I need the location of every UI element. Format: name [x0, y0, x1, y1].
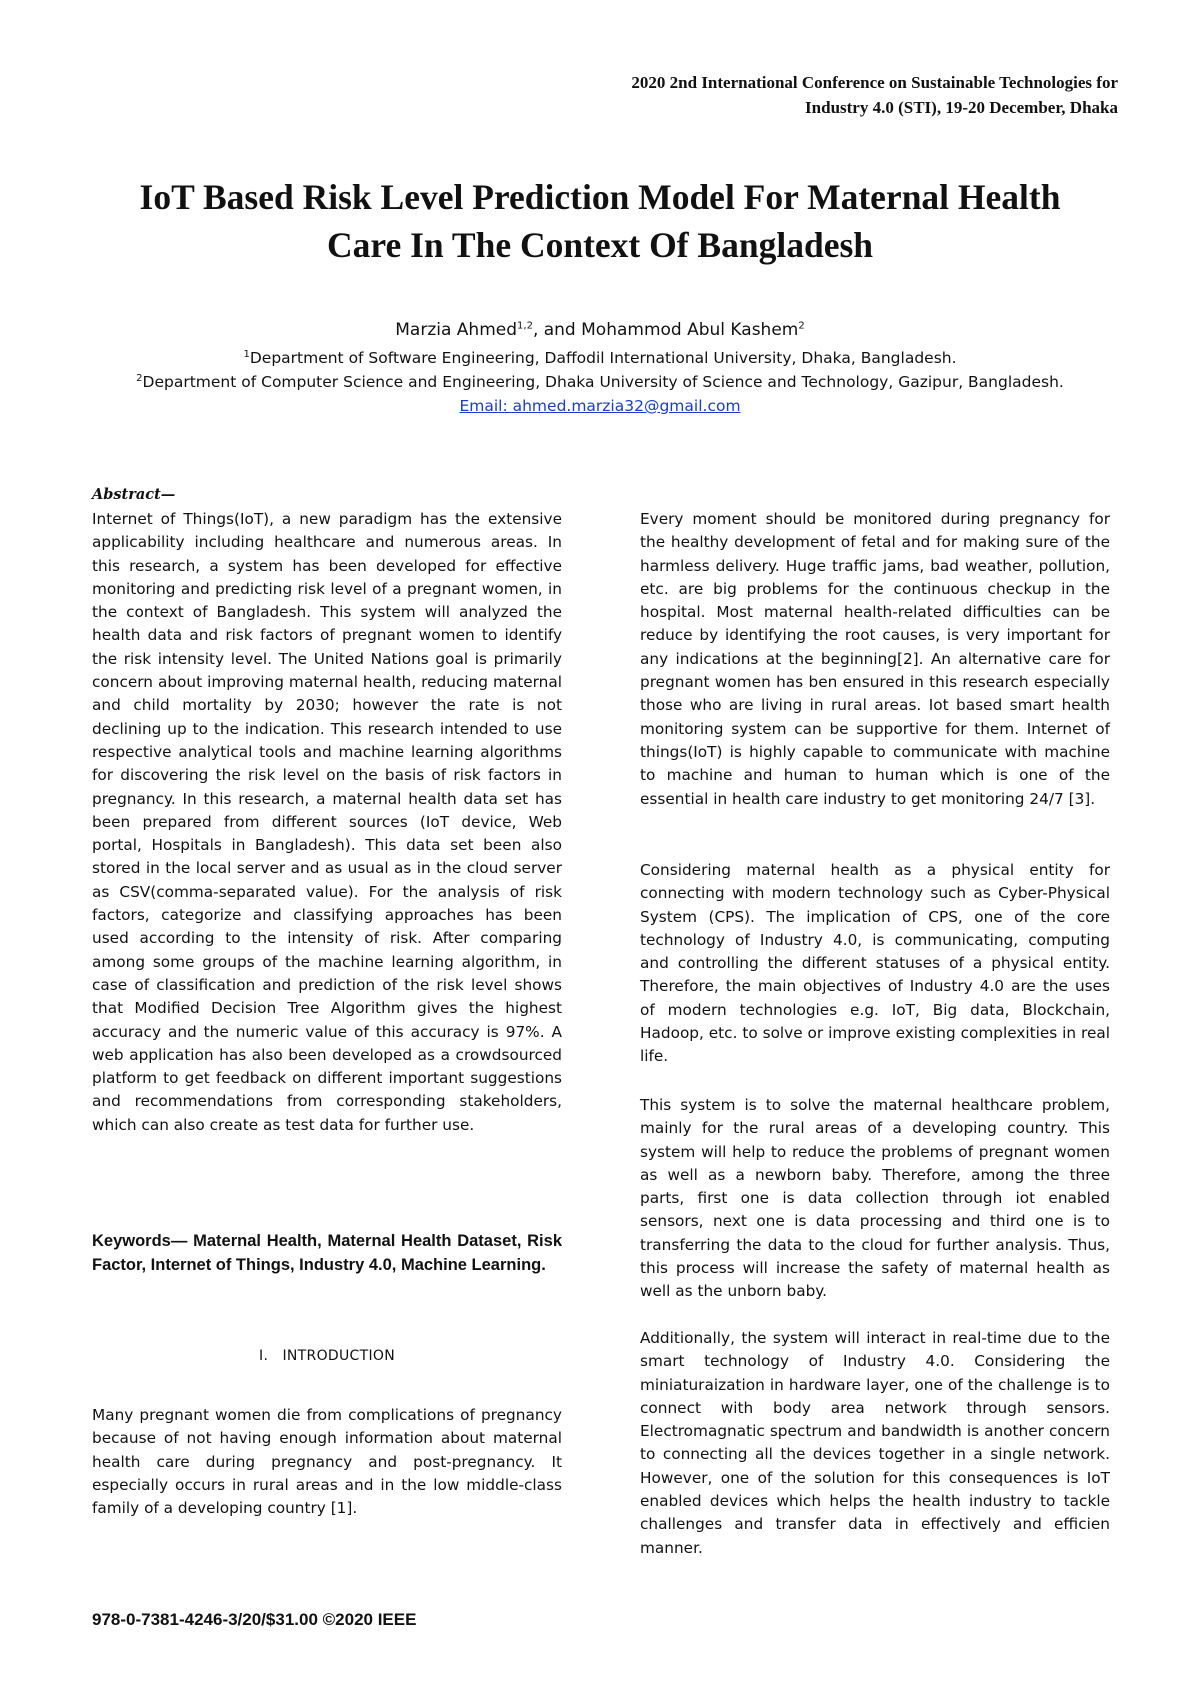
intro-paragraph-1 — [92, 1404, 562, 1520]
affiliation-1-text: Department of Software Engineering, Daffodil International University, Dhaka, Bangladesh. — [249, 349, 957, 367]
section-number: I. — [259, 1348, 269, 1364]
conference-header — [418, 70, 1118, 120]
author-connector: , and Mohammod Abul Kashem — [532, 320, 799, 340]
abstract-text: Internet of Things(IoT), a new paradigm has the extensive applicability including healthcare and numerous areas. In this research, a system has been developed for effective monitoring and predicting risk level of a pregnant women, in the context of Bangladesh. This system will analyzed the health data and risk factors of pregnant women to identify the risk intensity level. The United Nations goal is primarily concern about improving maternal health, reducing maternal and child mortality by 2030; however the rate is not declining up to the indication. This research intended to use respective analytical tools and machine learning algorithms for discovering the risk level on the basis of risk factors in pregnancy. In this research, a maternal health data set has been prepared from different sources (IoT device, Web portal, Hospitals in Bangladesh). This data set been also stored in the local server and as usual as in the cloud server as CSV(comma-separated value). For the analysis of risk factors, categorize and classifying approaches has been used according to the intensity of risk. After comparing among some groups of the machine learning algorithm, in case of classification and prediction of the risk level shows that Modified Decision Tree Algorithm gives the highest accuracy and the numeric value of this accuracy is 97%. A web application has also been developed as a crowdsourced platform to get feedback on different important suggestions and recommendations from corresponding stakeholders, which can also create as test data for further use. — [92, 510, 562, 1134]
paragraph-text: Considering maternal health as a physical entity for connecting with modern technology such as Cyber-Physical System (CPS). The implication of CPS, one of the core technology of Industry 4.0, is communicating, computing and controlling the different statuses of a physical entity. Therefore, the main objectives of Industry 4.0 are the uses of modern technologies e.g. IoT, Big data, Blockchain, Hadoop, etc. to solve or improve existing complexities in real life. — [640, 861, 1110, 1066]
email-link[interactable]: Email: ahmed.marzia32@gmail.com — [459, 397, 741, 415]
author-1: Marzia Ahmed — [395, 320, 518, 340]
email-line — [100, 397, 1100, 415]
affiliation-2-text: Department of Computer Science and Engineering, Dhaka University of Science and Technology, Gazipur, Bangladesh. — [142, 373, 1064, 391]
affiliation-2 — [60, 373, 1140, 391]
paper-title — [100, 173, 1100, 269]
affiliation-1 — [60, 349, 1140, 367]
affiliation-2-marker: 2 — [136, 372, 143, 384]
author-list — [100, 320, 1100, 340]
intro-paragraph-5 — [640, 1327, 1110, 1560]
keywords: Keywords— Maternal Health, Maternal Health Dataset, Risk Factor, Internet of Things, Industry 4.0, Machine Learning. — [92, 1232, 562, 1274]
conference-line-1: 2020 2nd International Conference on Sustainable Technologies for — [631, 73, 1118, 92]
title-line-2: Care In The Context Of Bangladesh — [326, 225, 874, 265]
paragraph-text: Additionally, the system will interact in real-time due to the smart technology of Industry 4.0. Considering the miniaturaization in hardware layer, one of the challenge is to connect with body area network through sensors. Electromagnatic spectrum and bandwidth is another concern to connecting all the devices together in a single network. However, one of the solution for this consequences is IoT enabled devices which helps the health industry to tackle challenges and transfer data in effectively and efficien manner. — [640, 1329, 1110, 1557]
section-heading-introduction — [92, 1348, 562, 1364]
intro-paragraph-3 — [640, 859, 1110, 1069]
section-title: INTRODUCTION — [282, 1348, 395, 1364]
abstract-heading: Abstract— — [92, 486, 176, 503]
intro-paragraph-4 — [640, 1094, 1110, 1304]
conference-line-2: Industry 4.0 (STI), 19-20 December, Dhaka — [805, 98, 1118, 117]
paragraph-text: Many pregnant women die from complications of pregnancy because of not having enough information about maternal health care during pregnancy and post-pregnancy. It especially occurs in rural areas and in the low middle-class family of a developing country [1]. — [92, 1406, 562, 1518]
copyright-footer: 978-0-7381-4246-3/20/$31.00 ©2020 IEEE — [92, 1610, 417, 1629]
title-line-1: IoT Based Risk Level Prediction Model For Maternal Health — [139, 177, 1061, 217]
affiliation-1-marker: 1 — [243, 348, 250, 360]
author-2-affiliation-marker: 2 — [798, 320, 805, 332]
intro-paragraph-2 — [640, 508, 1110, 811]
author-1-affiliation-marker: 1,2 — [517, 320, 533, 332]
abstract-body — [92, 508, 562, 1137]
paragraph-text: This system is to solve the maternal healthcare problem, mainly for the rural areas of a developing country. This system will help to reduce the problems of pregnant women as well as a newborn baby. Therefore, among the three parts, first one is data collection through iot enabled sensors, next one is data processing and third one is to transferring the data to the cloud for further analysis. Thus, this process will increase the safety of maternal health as well as the unborn baby. — [640, 1096, 1110, 1301]
paragraph-text: Every moment should be monitored during pregnancy for the healthy development of fetal and for making sure of the harmless delivery. Huge traffic jams, bad weather, pollution, etc. are big problems for the continuous checkup in the hospital. Most maternal health-related difficulties can be reduce by identifying the root causes, is very important for any indications at the beginning[2]. An alternative care for pregnant women has ben ensured in this research especially those who are living in rural areas. Iot based smart health monitoring system can be supportive for them. Internet of things(IoT) is highly capable to communicate with machine to machine and human to human which is one of the essential in health care industry to get monitoring 24/7 [3]. — [640, 510, 1110, 808]
